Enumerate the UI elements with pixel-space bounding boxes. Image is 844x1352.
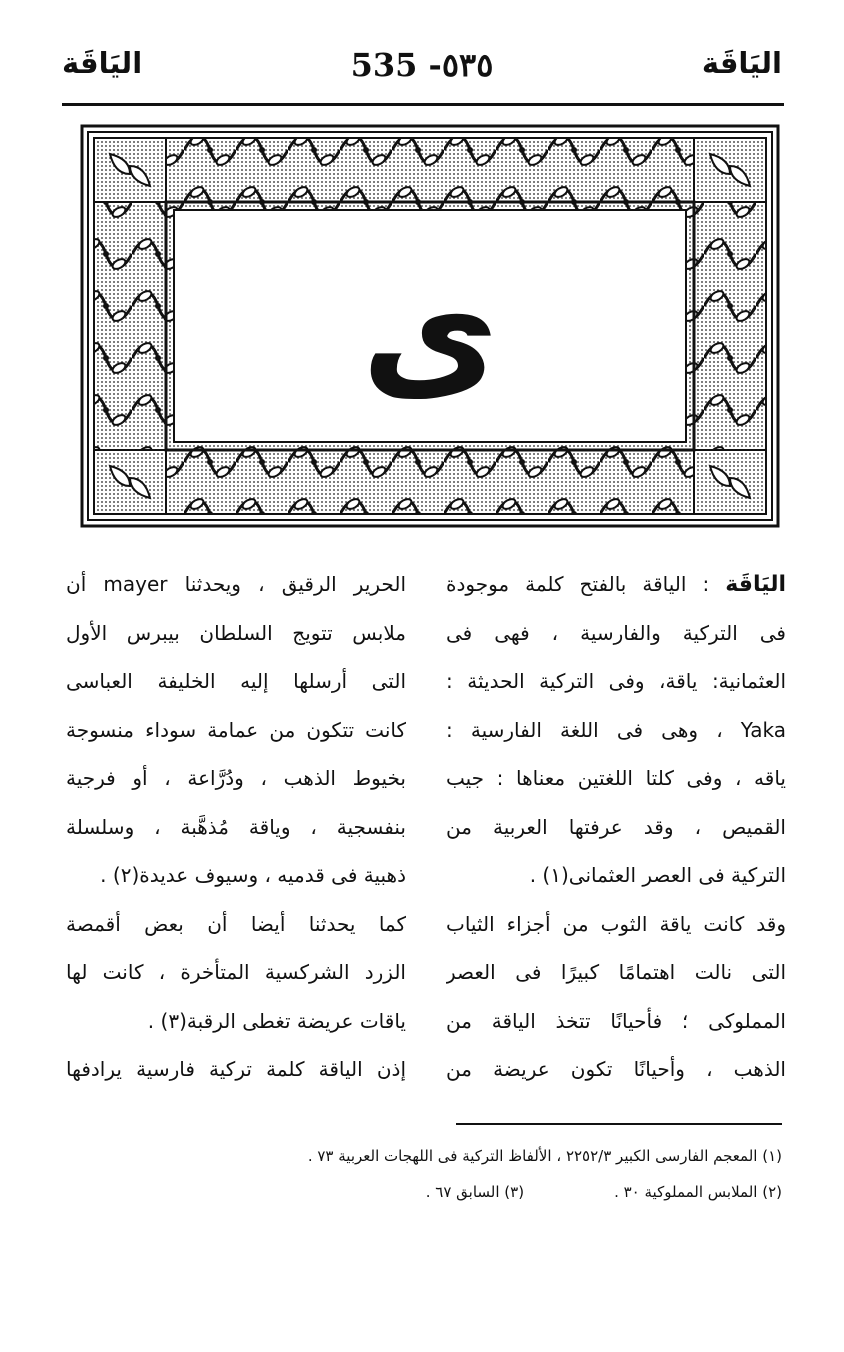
text-line: ذهبية فى قدميه ، وسيوف عديدة(٢) .: [100, 863, 406, 887]
footnote-3: (٣) السابق ٦٧ .: [425, 1183, 525, 1201]
entry-first-line: [446, 560, 786, 609]
header-rule: [62, 103, 784, 106]
text-line: إذن الياقة كلمة تركية فارسية يرادفها: [66, 1057, 406, 1081]
running-head-left: اليَاقَة: [62, 46, 143, 80]
chapter-letter: ى: [361, 245, 499, 419]
text-line: ياقات عريضة تغطى الرقبة(٣) .: [147, 1008, 406, 1033]
footnotes: [62, 1138, 782, 1210]
running-head-right: اليَاقَة: [701, 46, 782, 80]
entry-first-line-text: : الياقة بالفتح كلمة موجودة: [446, 572, 726, 596]
text-line: الحرير الرقيق ، ويحدثنا mayer أن: [66, 572, 406, 596]
page-number: 535 -٥٣٥: [350, 46, 494, 84]
entry-head-word: اليَاقَة: [725, 572, 786, 597]
text-line: القميص ، وقد عرفتها العربية من: [446, 814, 786, 839]
text-line: المملوكى ؛ فأحيانًا تتخذ الياقة من: [446, 1008, 786, 1033]
footnote-row-2: [62, 1174, 782, 1210]
text-line: فى التركية والفارسية ، فهى فى: [446, 620, 786, 645]
page-header: [62, 46, 782, 96]
text-line: التى أرسلها إليه الخليفة العباسى: [66, 669, 406, 693]
text-line: ياقه ، وفى كلتا اللغتين معناها : جيب: [446, 766, 786, 790]
text-line: كانت تتكون من عمامة سوداء منسوجة: [66, 717, 406, 742]
left-column: [66, 560, 406, 1094]
body-columns: [66, 560, 786, 1080]
text-line: كما يحدثنا أيضا أن بعض أقمصة: [66, 911, 406, 936]
text-line: الزرد الشركسية المتأخرة ، كانت لها: [66, 960, 406, 984]
text-line: بخيوط الذهب ، ودُرَّاعة ، أو فرجية: [66, 766, 406, 790]
footnote-2: (٢) الملابس المملوكية ٣٠ .: [614, 1183, 782, 1201]
text-line: التى نالت اهتمامًا كبيرًا فى العصر: [446, 960, 786, 984]
text-line: التركية فى العصر العثمانى(١) .: [529, 863, 786, 887]
footnote-rule: [456, 1123, 782, 1125]
text-line: ملابس تتويج السلطان بيبرس الأول: [66, 620, 406, 645]
footnote-1: (١) المعجم الفارسى الكبير ٢٢٥٢/٣ ، الألفاظ التركية فى اللهجات العربية ٧٣ .: [307, 1147, 782, 1165]
right-column: [446, 560, 786, 1094]
text-line: وقد كانت ياقة الثوب من أجزاء الثياب: [446, 911, 786, 936]
text-line: العثمانية: ياقة، وفى التركية الحديثة :: [446, 669, 786, 693]
text-line: الذهب ، وأحيانًا تكون عريضة من: [446, 1057, 786, 1081]
text-line: بنفسجية ، وياقة مُذهَّبة ، وسلسلة: [66, 814, 406, 839]
text-line: Yaka ، وهى فى اللغة الفارسية :: [446, 717, 786, 742]
ornament-letter-box: [180, 214, 680, 440]
